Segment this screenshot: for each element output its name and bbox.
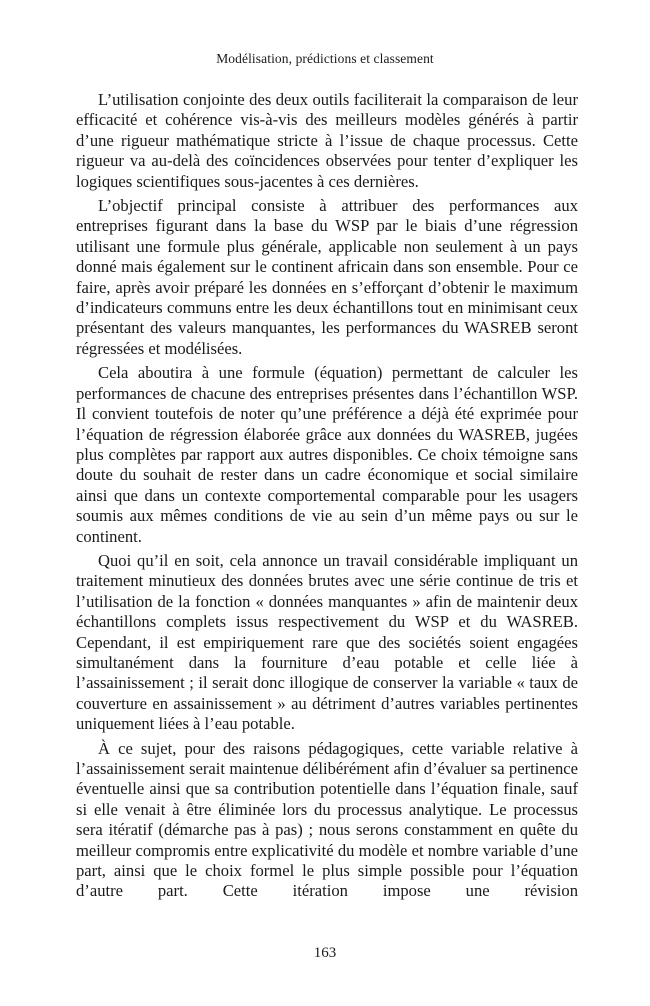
paragraph-3: Cela aboutira à une formule (équation) permettant de calculer les performances de chacune des entreprises présentes dans l’échantillon WSP. Il convient toutefois de noter qu’une préférence a déjà été exprimée pour l’équation de régression élaborée grâce aux données du WASREB, jugées plus complètes par rapport aux autres disponibles. Ce choix témoigne sans doute du souhait de rester dans un cadre économique et social similaire ainsi que dans un contexte comportemental comparable pour les usagers soumis aux mêmes conditions de vie au sein d’un même pays ou sur le continent. [76,363,578,546]
running-header: Modélisation, prédictions et classement [216,51,434,66]
paragraph-2: L’objectif principal consiste à attribuer des performances aux entreprises figurant dans la base du WSP par le biais d’une régression utilisant une formule plus générale, applicable non seulement à un pays donné mais également sur le continent africain dans son ensemble. Pour ce faire, après avoir préparé les données en s’efforçant d’obtenir le maximum d’indicateurs communs entre les deux échantillons tout en minimisant ceux présentant des valeurs manquantes, les performances du WASREB seront régressées et modélisées. [76,196,578,358]
paragraph-5: À ce sujet, pour des raisons pédagogiques, cette variable relative à l’assainissement serait maintenue délibérément afin d’évaluer sa pertinence éventuelle ainsi que sa contribution potentielle dans l’équation finale, sauf si elle venait à être éliminée lors du processus analytique. Le processus sera itératif (démarche pas à pas) ; nous serons constamment en quête du meilleur compromis entre explicativité du modèle et nombre variable d’une part, ainsi que le choix formel le plus simple possible pour l’équation d’autre part. Cette itération impose une révision [76,738,578,901]
page-number: 163 [313,945,337,961]
body-text [76,90,578,906]
paragraph-4: Quoi qu’il en soit, cela annonce un travail considérable impliquant un traitement minutieux des données brutes avec une série continue de tris et l’utilisation de la fonction « données manquantes » afin de maintenir deux échantillons complets issus respectivement du WSP et du WASREB. Cependant, il est empiriquement rare que des sociétés soient engagées simultanément dans la fourniture d’eau potable et celle liée à l’assainissement ; il serait donc illogique de conserver la variable « taux de couverture en assainissement » au détriment d’autres variables pertinentes uniquement liées à l’eau potable. [76,550,578,734]
paragraph-1: L’utilisation conjointe des deux outils faciliterait la comparaison de leur efficacité et cohérence vis-à-vis des meilleurs modèles générés à partir d’une rigueur mathématique stricte à l’issue de chaque processus. Cette rigueur va au-delà des coïncidences observées pour tenter d’expliquer les logiques scientifiques sous-jacentes à ces dernières. [76,90,578,191]
